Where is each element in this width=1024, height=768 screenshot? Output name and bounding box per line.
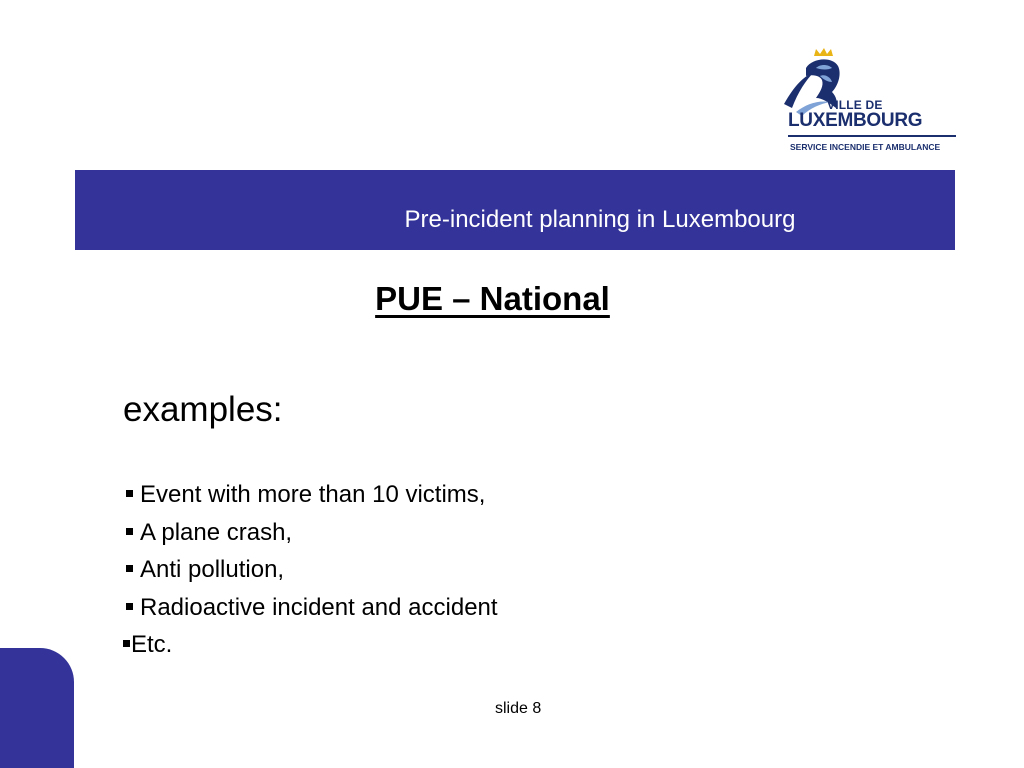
list-item: Radioactive incident and accident [126, 589, 498, 627]
ville-de-luxembourg-logo [770, 46, 960, 158]
logo-service-name: SERVICE INCENDIE ET AMBULANCE [790, 142, 941, 152]
logo-luxembourg: LUXEMBOURG [788, 110, 923, 131]
slide-title: Pre-incident planning in Luxembourg [404, 206, 796, 233]
title-band [75, 170, 955, 250]
list-item: A plane crash, [126, 514, 498, 552]
examples-label: examples: [123, 390, 283, 429]
square-bullet-icon [126, 490, 133, 497]
square-bullet-icon [123, 640, 130, 647]
logo-ville-de: VILLE DE [827, 98, 883, 112]
list-item: Anti pollution, [126, 551, 498, 589]
slide-number: slide 8 [495, 700, 542, 717]
corner-decoration [0, 648, 74, 768]
square-bullet-icon [126, 565, 133, 572]
logo-divider [788, 135, 956, 137]
list-item: Etc. [123, 626, 498, 664]
square-bullet-icon [126, 528, 133, 535]
section-heading: PUE – National [375, 280, 610, 317]
list-item: Event with more than 10 victims, [126, 476, 498, 514]
examples-list [126, 476, 498, 664]
square-bullet-icon [126, 603, 133, 610]
